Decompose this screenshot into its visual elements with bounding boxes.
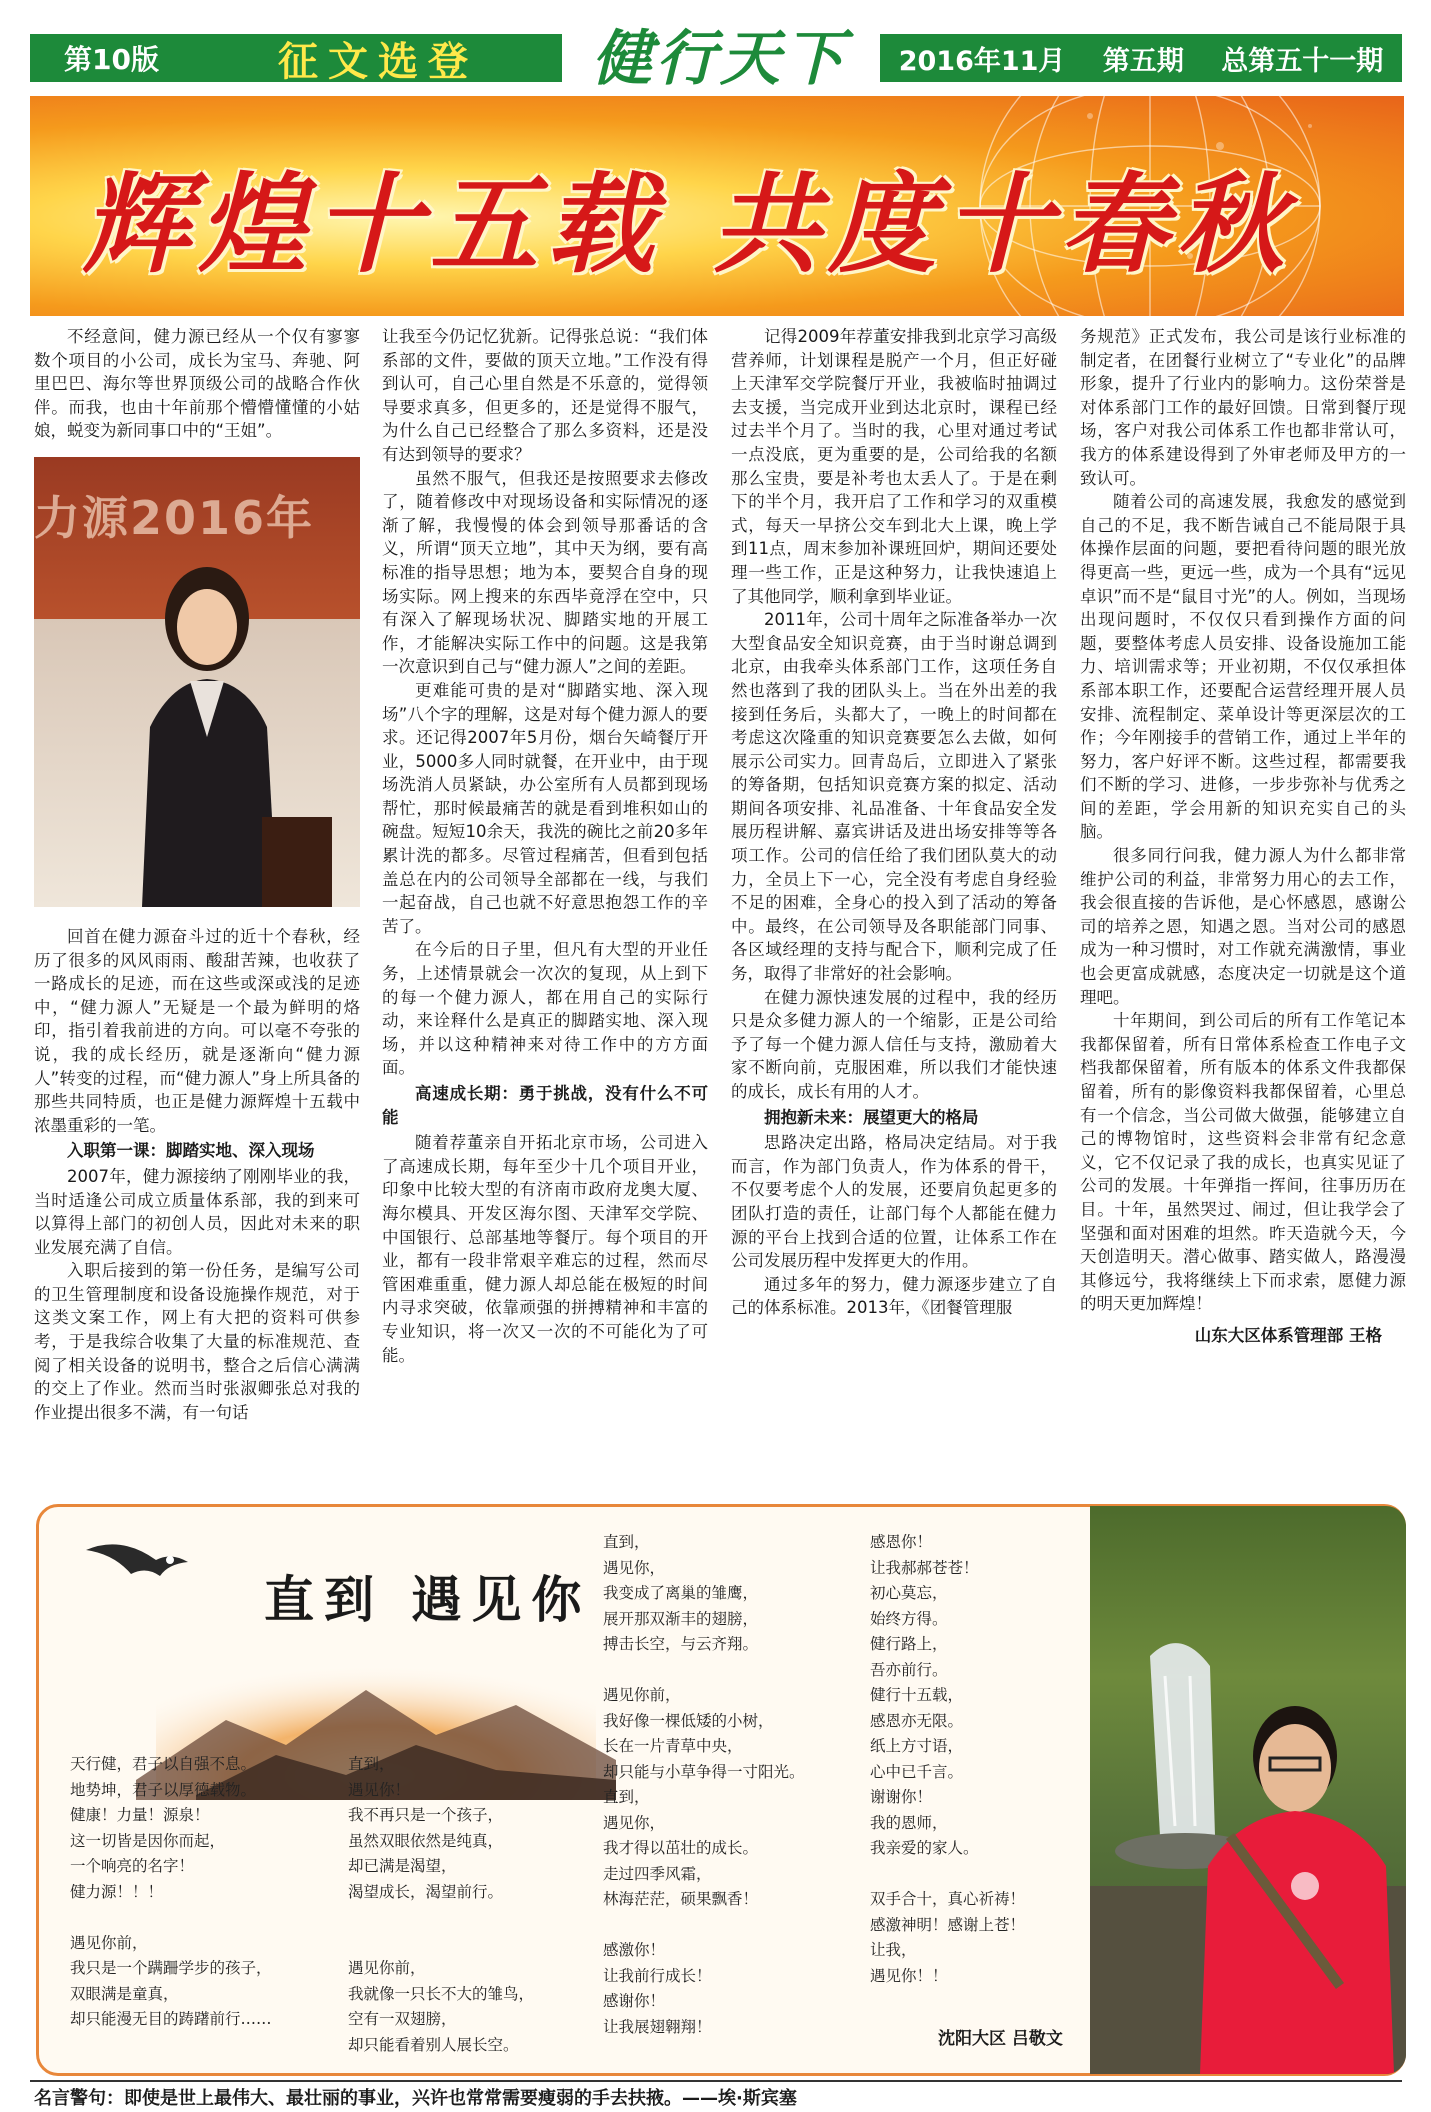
paragraph: 回首在健力源奋斗过的近十个春秋，经历了很多的风风雨雨、酸甜苦辣，也收获了一路成长的足迹，而在这些或深或浅的足迹中，“健力源人”无疑是一个最为鲜明的烙印，指引着我前进的方向。可以毫不夸张的说，我的成长经历，就是逐渐向“健力源人”转变的过程，而“健力源人”身上所具备的那些共同特质，也正是健力源辉煌十五载中浓墨重彩的一笔。: [34, 926, 360, 1135]
article-column-4: [1080, 325, 1406, 1348]
paragraph: 2011年，公司十周年之际准备举办一次大型食品安全知识竞赛，由于当时谢总调到北京，由我牵头体系部门工作，这项任务自然也落到了我的团队头上。当在外出差的我接到任务后，头都大了，一晚上的时间都在考虑这次隆重的知识竞赛要怎么去做，如何展示公司实力。回青岛后，立即进入了紧张的筹备期，包括知识竞赛方案的拟定、活动期间各项安排、礼品准备、十年食品安全发展历程讲解、嘉宾讲话及进出场安排等等各项工作。公司的信任给了我们团队莫大的动力，全员上下一心，完全没有考虑自身经验不足的困难，全身心的投入到了活动的筹备中。最终，在公司领导及各职能部门同事、各区域经理的支持与配合下，顺利完成了任务，取得了非常好的社会影响。: [731, 610, 1057, 984]
paragraph: 2007年，健力源接纳了刚刚毕业的我，当时适逢公司成立质量体系部，我的到来可以算得上部门的初创人员，因此对未来的职业发展充满了自信。: [34, 1166, 360, 1257]
paragraph: 随着公司的高速发展，我愈发的感觉到自己的不足，我不断告诫自己不能局限于具体操作层面的问题，要把看待问题的眼光放得更高一些，更远一些，成为一个具有“远见卓识”而不是“鼠目寸光”的人。例如，当现场出现问题时，不仅仅只看到操作方面的问题，要整体考虑人员安排、设备设施加工能力、培训需求等；开业初期，不仅仅承担体系部本职工作，还要配合运营经理开展人员安排、流程制定、菜单设计等更深层次的工作；今年刚接手的营销工作，通过上半年的努力，客户好评不断。这些过程，都需要我们不断的学习、进修，一步步弥补与优秀之间的差距，学会用新的知识充实自己的头脑。: [1080, 492, 1406, 842]
masthead: [30, 24, 1402, 94]
quote-bar: [30, 2080, 1402, 2112]
man-at-waterfall-icon: [1090, 1506, 1406, 2074]
poet-photo: [1090, 1506, 1406, 2074]
poem-byline: 沈阳大区 吕敬文: [938, 2029, 1063, 2049]
section-heading: 拥抱新未来：展望更大的格局: [764, 1107, 979, 1127]
article-column-2: [382, 325, 708, 1367]
paragraph: 在今后的日子里，但凡有大型的开业任务，上述情景就会一次次的复现，从上到下的每一个健力源人，都在用自己的实际行动，来诠释什么是真正的脚踏实地、深入现场，并以这种精神来对待工作中的方方面面。: [382, 940, 708, 1078]
masthead-right-bar: [880, 34, 1402, 82]
column-name: 征文选登: [278, 38, 478, 85]
poem-stanza-1: 天行健，君子以自强不息。 地势坤，君子以厚德载物。 健康！力量！源泉！ 这一切皆是因你而起， 一个响亮的名字！ 健力源！！！ 遇见你前， 我只是一个蹒跚学步的孩子， 双眼满是童真， 却只能漫无目的踌躇前行……: [70, 1755, 272, 2028]
paragraph: 在健力源快速发展的过程中，我的经历只是众多健力源人的一个缩影，正是公司给予了每一个健力源人信任与支持，激励着大家不断向前，克服困难，所以我们才能快速的成长，成长有用的人才。: [731, 987, 1057, 1101]
poem-stanza-3: 直到， 遇见你， 我变成了离巢的雏鹰， 展开那双渐丰的翅膀， 搏击长空，与云齐翔。 遇见你前， 我好像一棵低矮的小树， 长在一片青草中央， 却只能与小草争得一寸阳光。 直到， 遇见你， 我才得以茁壮的成长。 走过四季风霜， 林海茫茫，硕果飘香！ 感激你！ 让我前行成长！ 感谢你！ 让我展翅翱翔！: [603, 1533, 805, 2036]
poem-stanza-2: 直到， 遇见你！ 我不再只是一个孩子， 虽然双眼依然是纯真， 却已满是渴望， 渴望成长，渴望前行。 遇见你前， 我就像一只长不大的雏鸟， 空有一双翅膀， 却只能看着别人展长空。: [348, 1755, 535, 2054]
quote-label: 名言警句：: [34, 2088, 124, 2109]
headline-right: 共度十春秋: [712, 162, 1293, 288]
quote-text: 即使是世上最伟大、最壮丽的事业，兴许也常常需要瘦弱的手去扶掖。——埃·斯宾塞: [124, 2088, 797, 2109]
masthead-left-bar: [30, 34, 562, 85]
paragraph: 让我至今仍记忆犹新。记得张总说：“我们体系部的文件，要做的顶天立地。”工作没有得到认可，自己心里自然是不乐意的，觉得领导要求真多，但更多的，还是觉得不服气，为什么自己已经整合了那么多资料，还是没有达到领导的要求？: [382, 327, 708, 464]
paragraph: 思路决定出路，格局决定结局。对于我而言，作为部门负责人，作为体系的骨干，不仅要考虑个人的发展，还要肩负起更多的团队打造的责任，让部门每个人都能在健力源的平台上找到合适的位置，让体系工作在公司发展历程中发挥更大的作用。: [731, 1133, 1057, 1271]
page-number: 第10版: [64, 43, 159, 76]
paragraph: 虽然不服气，但我还是按照要求去修改了，随着修改中对现场设备和实际情况的逐渐了解，我慢慢的体会到领导那番话的含义，所谓“顶天立地”，其中天为纲，要有高标准的指导思想；地为本，要契合自身的现场实际。网上搜来的东西毕竟浮在空中，只有深入了解现场状况、脚踏实地的开展工作，才能解决实际工作中的问题。这是我第一次意识到自己与“健力源人”之间的差距。: [382, 468, 708, 677]
total-issue-number: 总第五十一期: [1221, 45, 1384, 77]
article-byline: 山东大区体系管理部 王格: [1194, 1325, 1382, 1345]
paragraph: 通过多年的努力，健力源逐步建立了自己的体系标准。2013年，《团餐管理服: [731, 1274, 1057, 1318]
photo-backdrop-sign: 力源2016年: [34, 490, 315, 545]
article-column-1: [34, 325, 360, 1424]
paragraph: 很多同行问我，健力源人为什么都非常维护公司的利益，非常努力用心的去工作，我会很直接的告诉他，是心怀感恩，感谢公司的培养之恩，知遇之恩。当对公司的感恩成为一种习惯时，对工作就充满激情，事业也会更富成就感，态度决定一切就是这个道理吧。: [1080, 846, 1406, 1007]
paragraph: 务规范》正式发布，我公司是该行业标准的制定者，在团餐行业树立了“专业化”的品牌形象，提升了行业内的影响力。这份荣誉是对体系部门工作的最好回馈。日常到餐厅现场，客户对我公司体系工作也都非常认可，我方的体系建设得到了外审老师及甲方的一致认可。: [1080, 327, 1406, 488]
issue-date: 2016年11月: [898, 45, 1066, 77]
paragraph: 记得2009年荐董安排我到北京学习高级营养师，计划课程是脱产一个月，但正好碰上天津军交学院餐厅开业，我被临时抽调过去支援，当完成开业到达北京时，课程已经过去半个月了。当时的我，心里对通过考试一点没底，更为重要的是，公司给我的名额那么宝贵，要是补考也太丢人了。于是在剩下的半个月，我开启了工作和学习的双重模式，每天一早挤公交车到北大上课，晚上学到11点，周末参加补课班回炉，期间还要处理一些工作，正是这种努力，让我快速追上了其他同学，顺利拿到毕业证。: [731, 327, 1057, 606]
headline: [82, 138, 1342, 293]
poem-title: 直到 遇见你: [264, 1570, 592, 1629]
woman-portrait-icon: [112, 557, 332, 907]
paragraph: 十年期间，到公司后的所有工作笔记本我都保留着，所有日常体系检查工作电子文档我都保留着，所有版本的体系文件我都保留着，所有的影像资料我都保留着，心里总有一个信念，当公司做大做强，能够建立自己的博物馆时，这些资料会非常有纪念意义，它不仅记录了我的成长，也真实见证了公司的发展。十年弹指一挥间，往事历历在目。十年，虽然哭过、闹过，但让我学会了坚强和面对困难的坦然。昨天造就今天，今天创造明天。潜心做事、踏实做人，路漫漫其修远兮，我将继续上下而求索，愿健力源的明天更加辉煌！: [1080, 1011, 1406, 1314]
paragraph: 不经意间，健力源已经从一个仅有寥寥数个项目的小公司，成长为宝马、奔驰、阿里巴巴、海尔等世界顶级公司的战略合作伙伴。而我，也由十年前那个懵懵懂懂的小姑娘，蜕变为新同事口中的“王姐”。: [34, 327, 360, 441]
article-column-3: [731, 325, 1057, 1320]
headline-banner: [30, 96, 1404, 316]
poem-stanza-4: 感恩你！ 让我郝郝苍苍！ 初心莫忘， 始终方得。 健行路上， 吾亦前行。 健行十五载， 感恩亦无限。 纸上方寸语， 心中已千言。 谢谢你！ 我的恩师， 我亲爱的家人。 双手合十，真心祈祷！ 感激神明！感谢上苍！ 让我， 遇见你！！: [870, 1533, 1026, 1985]
headline-left: 辉煌十五载: [82, 162, 663, 288]
author-photo: [34, 457, 360, 907]
section-heading: 入职第一课：脚踏实地、深入现场: [67, 1141, 315, 1161]
paragraph: 更难能可贵的是对“脚踏实地、深入现场”八个字的理解，这是对每个健力源人的要求。还记得2007年5月份，烟台矢崎餐厅开业，5000多人同时就餐，在开业中，由于现场洗消人员紧缺，办公室所有人员都到现场帮忙，那时候最痛苦的就是看到堆积如山的碗盘。短短10余天，我洗的碗比之前20多年累计洗的都多。尽管过程痛苦，但看到包括盖总在内的公司领导全部都在一线，与我们一起奋战，自己也就不好意思抱怨工作的辛苦了。: [382, 680, 708, 936]
section-heading: 高速成长期：勇于挑战，没有什么不可能: [382, 1084, 708, 1127]
paragraph: 随着荐董亲自开拓北京市场，公司进入了高速成长期，每年至少十几个项目开业，印象中比较大型的有济南市政府龙奥大厦、海尔模具、开发区海尔图、天津军交学院、中国银行、总部基地等餐厅。每个项目的开业，都有一段非常艰辛难忘的过程，然而尽管困难重重，健力源人却总能在极短的时间内寻求突破，依靠顽强的拼搏精神和丰富的专业知识，将一次又一次的不可能化为了可能。: [382, 1133, 708, 1365]
newspaper-title: 健行天下: [592, 24, 848, 94]
issue-number: 第五期: [1102, 45, 1184, 77]
paragraph: 入职后接到的第一份任务，是编写公司的卫生管理制度和设备设施操作规范，对于这类文案工作，网上有大把的资料可供参考，于是我综合收集了大量的标准规范、查阅了相关设备的说明书，整合之后信心满满的交上了作业。然而当时张淑卿张总对我的作业提出很多不满，有一句话: [34, 1261, 360, 1422]
